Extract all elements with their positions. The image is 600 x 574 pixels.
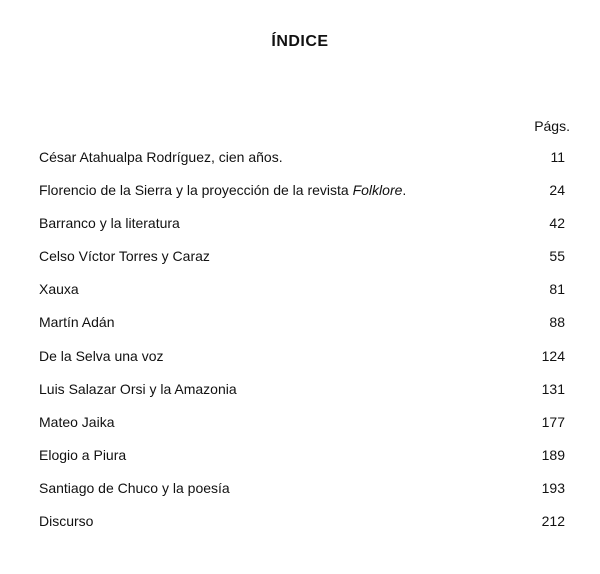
page-title: ÍNDICE — [271, 33, 329, 50]
toc-entry-page: 24 — [549, 182, 565, 199]
toc-entry-page: 55 — [549, 248, 565, 265]
toc-entry-title-suffix: . — [402, 182, 407, 199]
toc-entry-page: 212 — [541, 513, 565, 530]
toc-entry-page: 81 — [549, 281, 565, 298]
toc-entry-page: 42 — [549, 215, 565, 232]
toc-entry — [0, 378, 600, 411]
pages-column-header: Págs. — [534, 118, 570, 134]
toc-entry-page: 131 — [541, 380, 565, 397]
table-of-contents — [0, 146, 600, 543]
toc-entry — [0, 510, 600, 543]
toc-entry-page: 124 — [541, 347, 565, 364]
toc-entry-page: 177 — [541, 413, 565, 430]
toc-entry — [0, 278, 600, 311]
toc-entry-title-italic: Folklore — [352, 182, 403, 199]
toc-entry-page: 193 — [541, 479, 565, 496]
toc-entry — [0, 245, 600, 278]
toc-entry-title: Luis Salazar Orsi y la Amazonia — [39, 380, 237, 397]
toc-entry-title-text: Florencio de la Sierra y la proyección de la revista — [39, 182, 353, 199]
toc-entry — [0, 411, 600, 444]
toc-entry-title: Barranco y la literatura — [39, 215, 180, 232]
toc-entry-page: 11 — [550, 149, 565, 165]
toc-entry-title: Santiago de Chuco y la poesía — [39, 479, 230, 496]
toc-entry-page: 88 — [549, 314, 565, 331]
toc-entry-title: De la Selva una voz — [39, 347, 164, 364]
toc-entry-page: 189 — [541, 446, 565, 463]
toc-entry-title: Martín Adán — [39, 314, 115, 331]
toc-entry — [0, 311, 600, 344]
toc-entry — [0, 179, 600, 212]
toc-entry — [0, 146, 600, 179]
toc-entry-title: Discurso — [39, 513, 94, 530]
toc-entry-title — [39, 179, 406, 201]
toc-entry — [0, 444, 600, 477]
toc-entry-title: César Atahualpa Rodríguez, cien años. — [39, 149, 283, 165]
toc-entry — [0, 477, 600, 510]
toc-entry-title: Celso Víctor Torres y Caraz — [39, 248, 210, 265]
toc-entry — [0, 212, 600, 245]
toc-entry-title: Xauxa — [39, 281, 79, 298]
toc-entry-title: Elogio a Piura — [39, 446, 127, 463]
toc-entry — [0, 345, 600, 378]
toc-entry-title: Mateo Jaika — [39, 413, 115, 430]
